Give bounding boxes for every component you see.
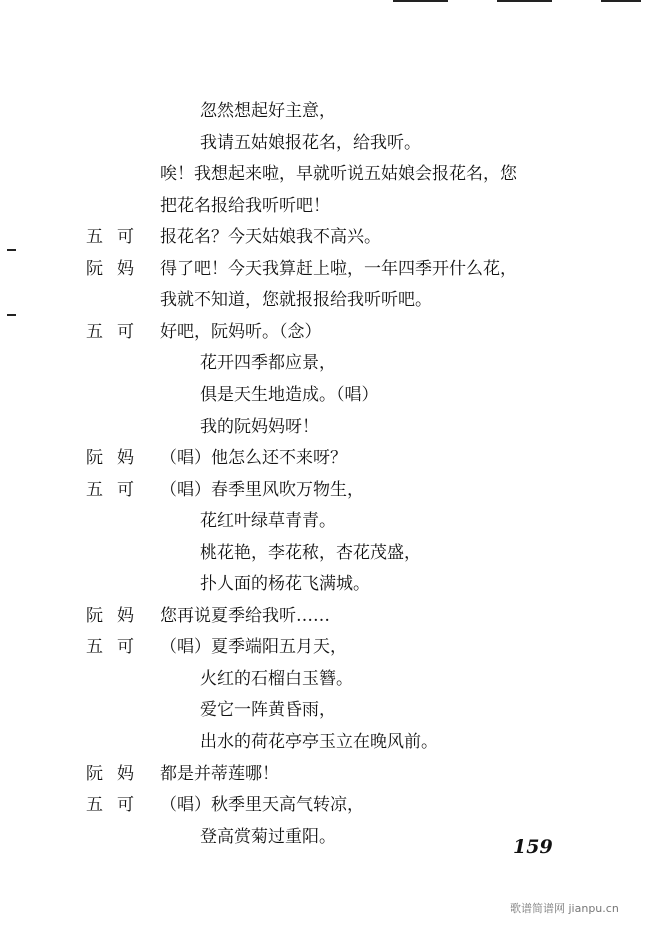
dialogue-text: 桃花艳，李花秾，杏花茂盛， — [200, 542, 421, 563]
dialogue-text: 唉！我想起来啦，早就听说五姑娘会报花名，您 — [160, 164, 517, 185]
dialogue-text: 花红叶绿草青青。 — [200, 511, 336, 532]
dialogue-text: 您再说夏季给我听…… — [160, 605, 330, 626]
script-line — [0, 538, 656, 568]
dialogue-text: （唱）夏季端阳五月天， — [160, 637, 347, 658]
speaker-name: 五可 — [86, 795, 148, 816]
speaker-name: 五可 — [86, 479, 148, 500]
script-line — [0, 506, 656, 536]
dialogue-text: 火红的石榴白玉簪。 — [200, 668, 353, 689]
speaker-name: 阮妈 — [86, 258, 148, 279]
script-line — [0, 475, 656, 505]
script-line — [0, 790, 656, 820]
script-line — [0, 96, 656, 126]
dialogue-text: 把花名报给我听听吧！ — [160, 195, 330, 216]
speaker-name: 五可 — [86, 321, 148, 342]
script-line — [0, 348, 656, 378]
script-line — [0, 380, 656, 410]
script-line — [0, 822, 656, 852]
dialogue-text: 扑人面的杨花飞满城。 — [200, 574, 370, 595]
dialogue-text: 好吧，阮妈听。（念） — [160, 321, 322, 342]
script-line — [0, 632, 656, 662]
script-line — [0, 285, 656, 315]
dialogue-text: 我请五姑娘报花名，给我听。 — [200, 132, 421, 153]
script-line — [0, 727, 656, 757]
script-line — [0, 254, 656, 284]
dialogue-text: 我的阮妈妈呀！ — [200, 416, 319, 437]
dialogue-text: 忽然想起好主意， — [200, 101, 336, 121]
script-line — [0, 191, 656, 221]
script-line — [0, 317, 656, 347]
speaker-name: 五可 — [86, 227, 148, 248]
script-line — [0, 569, 656, 599]
script-line — [0, 443, 656, 473]
script-line — [0, 222, 656, 252]
dialogue-text: 我就不知道，您就报报给我听听吧。 — [160, 290, 432, 311]
dialogue-text: 出水的荷花亭亭玉立在晚风前。 — [200, 732, 438, 752]
dialogue-text: （唱）春季里风吹万物生， — [160, 479, 364, 500]
dialogue-text: 报花名？今天姑娘我不高兴。 — [160, 227, 381, 248]
dialogue-text: 俱是天生地造成。（唱） — [200, 384, 379, 405]
dialogue-text: 得了吧！今天我算赶上啦，一年四季开什么花， — [160, 258, 517, 279]
dialogue-text: 花开四季都应景， — [200, 353, 336, 374]
script-line — [0, 412, 656, 442]
page-number: 159 — [513, 836, 553, 858]
watermark-text: 歌谱简谱网 jianpu.cn — [510, 902, 619, 915]
top-rule-middle — [497, 0, 552, 2]
dialogue-text: 登高赏菊过重阳。 — [200, 826, 336, 847]
speaker-name: 阮妈 — [86, 448, 148, 469]
script-line — [0, 601, 656, 631]
script-line — [0, 128, 656, 158]
script-line — [0, 759, 656, 789]
speaker-name: 阮妈 — [86, 605, 148, 626]
dialogue-text: 爱它一阵黄昏雨， — [200, 700, 336, 721]
script-line — [0, 664, 656, 694]
script-line — [0, 695, 656, 725]
script-line — [0, 159, 656, 189]
top-rule-right — [601, 0, 641, 2]
speaker-name: 五可 — [86, 637, 148, 658]
dialogue-text: （唱）秋季里天高气转凉， — [160, 795, 364, 816]
top-rule-left — [393, 0, 448, 2]
dialogue-text: 都是并蒂莲哪！ — [160, 763, 279, 784]
dialogue-text: （唱）他怎么还不来呀？ — [160, 448, 347, 469]
speaker-name: 阮妈 — [86, 763, 148, 784]
